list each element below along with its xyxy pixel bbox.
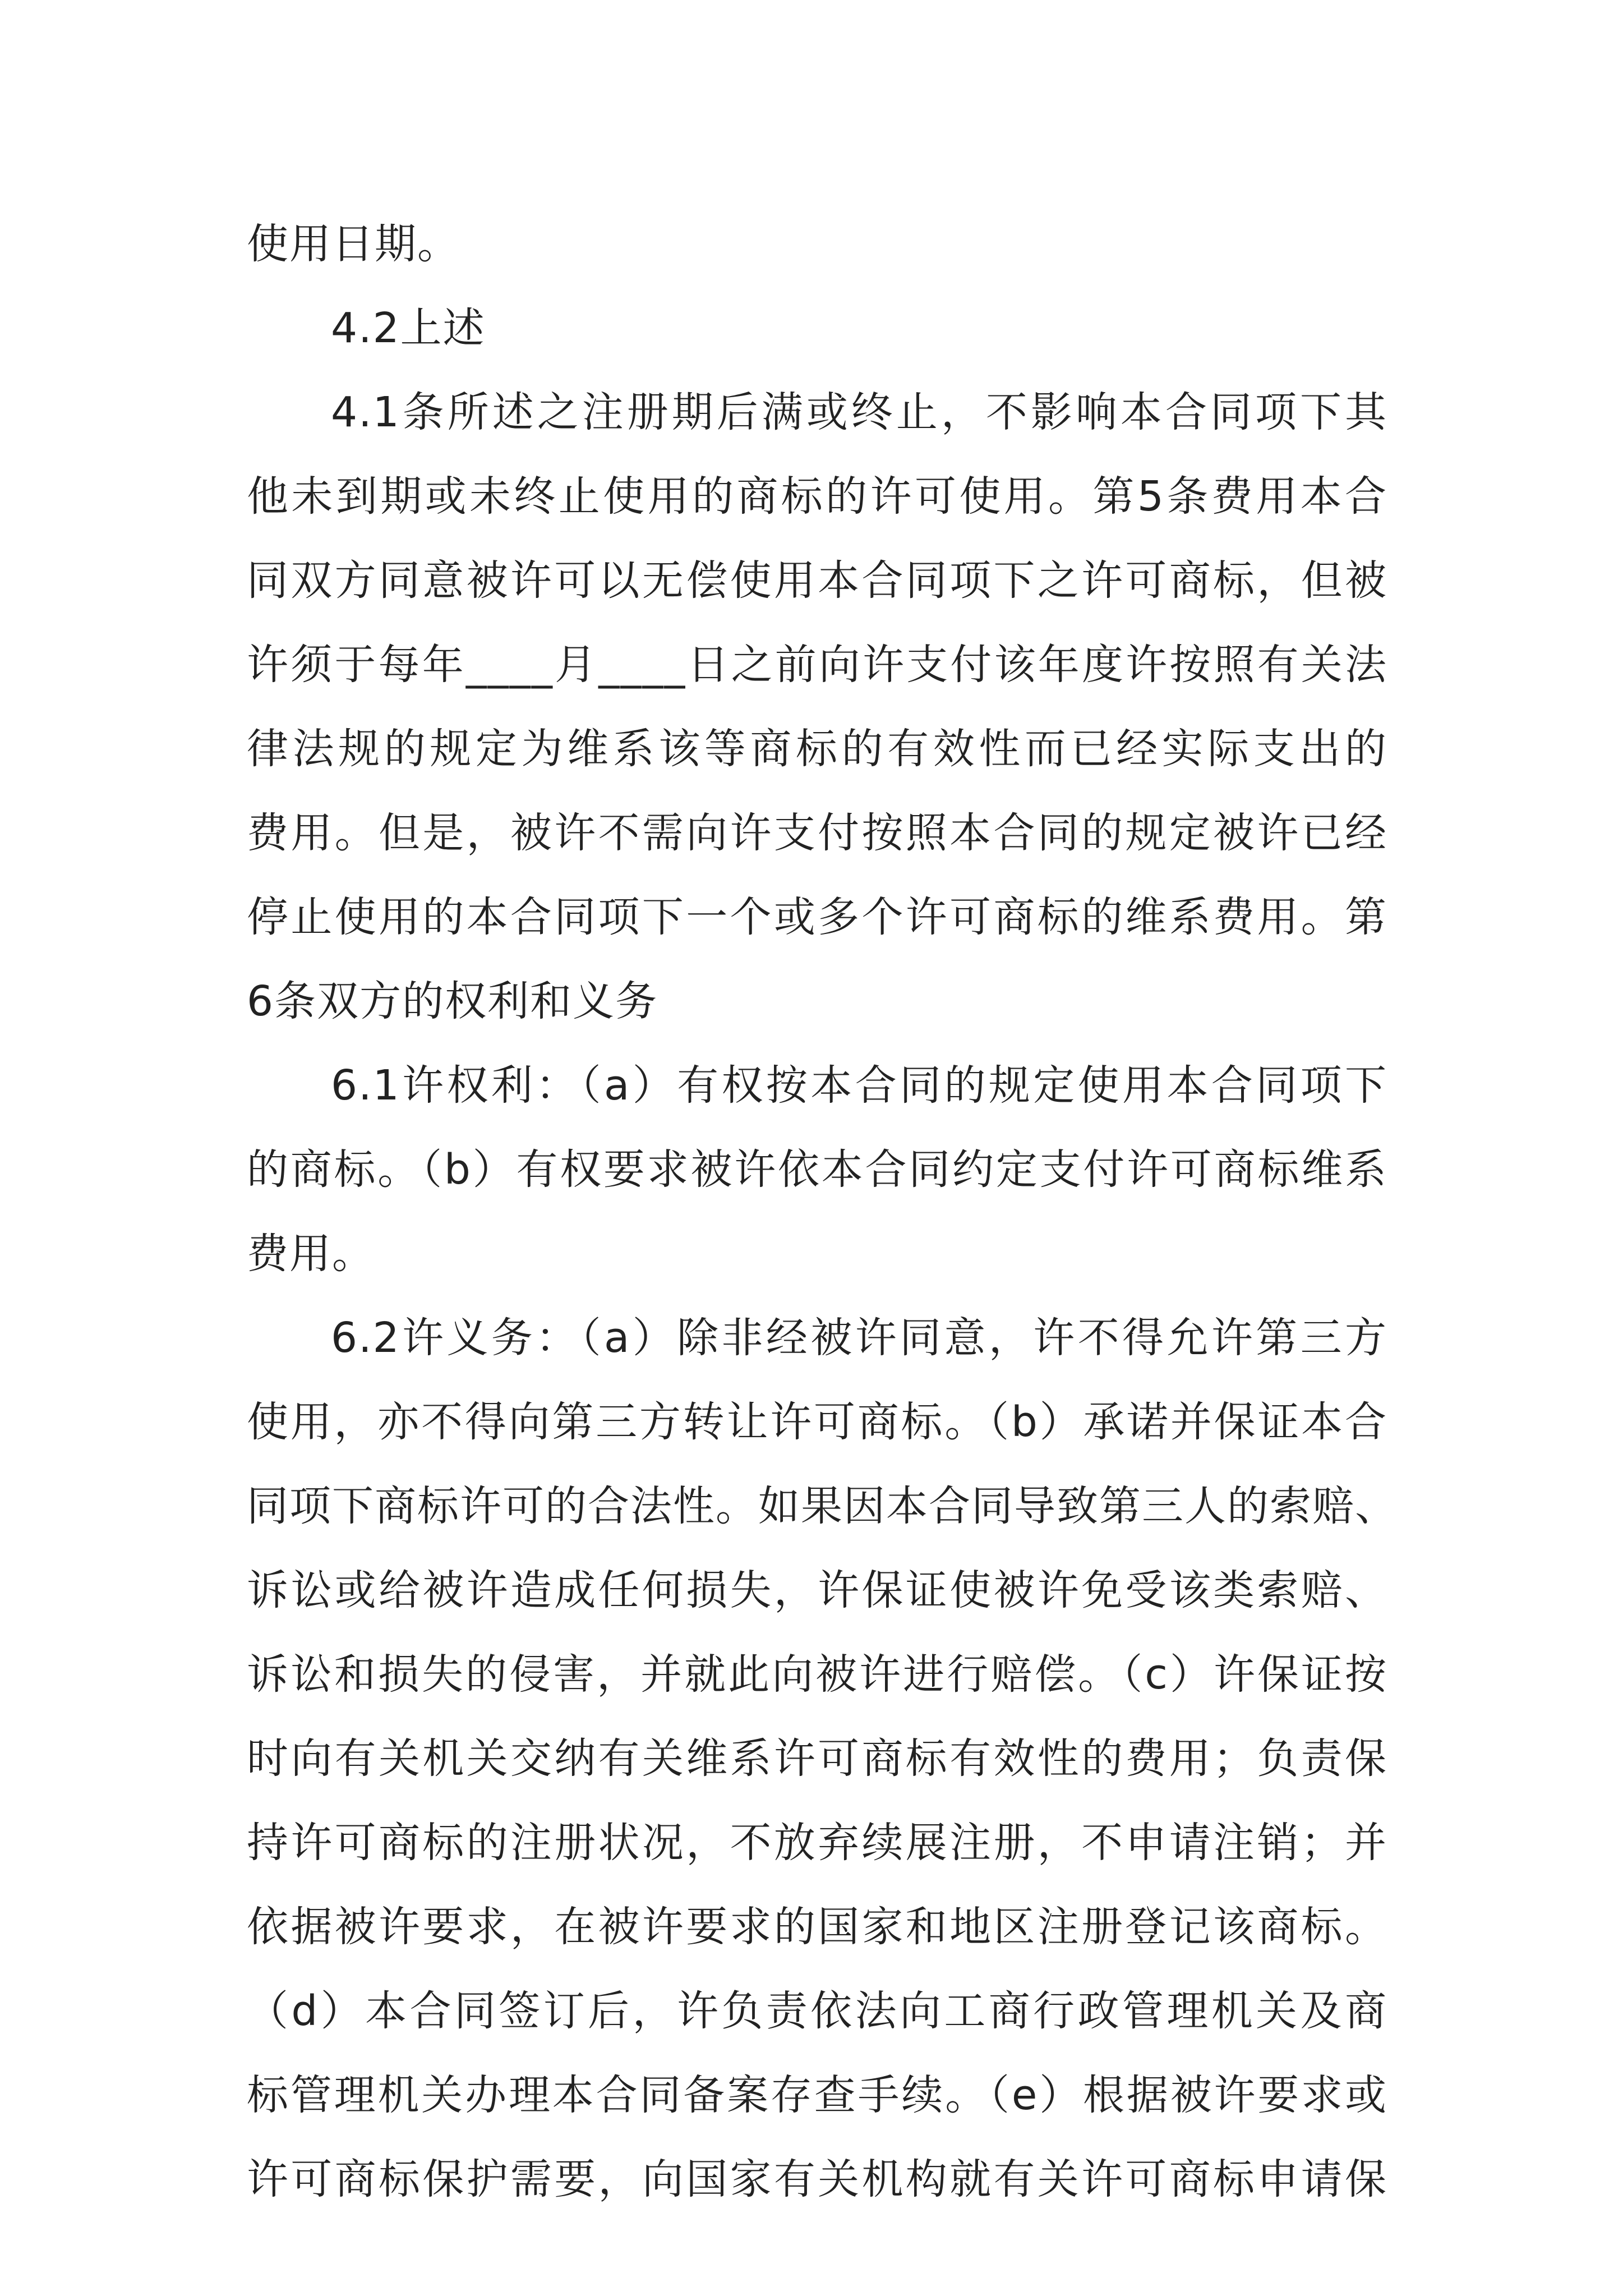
text-line: 停止使用的本合同项下一个或多个许可商标的维系费用。第 (247, 893, 1387, 941)
text-line: 他未到期或未终止使用的商标的许可使用。第5条费用本合 (247, 472, 1387, 521)
text-line: 诉讼和损失的侵害，并就此向被许进行赔偿。（c）许保证按 (247, 1650, 1387, 1699)
document-body (247, 202, 1398, 2221)
text-line: 4.2上述 (331, 304, 486, 352)
text-line: 同双方同意被许可以无偿使用本合同项下之许可商标，但被 (247, 556, 1387, 605)
text-line: 时向有关机关交纳有关维系许可商标有效性的费用；负责保 (247, 1734, 1387, 1783)
text-line: 使用，亦不得向第三方转让许可商标。（b）承诺并保证本合 (247, 1398, 1387, 1446)
text-line: 诉讼或给被许造成任何损失，许保证使被许免受该类索赔、 (247, 1566, 1387, 1614)
text-line: 使用日期。 (247, 220, 460, 268)
text-line: 依据被许要求，在被许要求的国家和地区注册登记该商标。 (247, 1903, 1387, 1951)
text-line: 费用。 (247, 1230, 375, 1278)
text-line: 4.1条所述之注册期后满或终止，不影响本合同项下其 (331, 388, 1387, 436)
text-line: 律法规的规定为维系该等商标的有效性而已经实际支出的 (247, 725, 1387, 773)
text-line: 持许可商标的注册状况，不放弃续展注册，不申请注销；并 (247, 1819, 1387, 1867)
text-line: 6.2许义务：（a）除非经被许同意，许不得允许第三方 (331, 1314, 1387, 1362)
text-line: 同项下商标许可的合法性。如果因本合同导致第三人的索赔、 (247, 1482, 1398, 1530)
text-line: 标管理机关办理本合同备案存查手续。（e）根据被许要求或 (247, 2071, 1387, 2119)
text-line: 的商标。（b）有权要求被许依本合同约定支付许可商标维系 (247, 1145, 1387, 1194)
text-line: （d）本合同签订后，许负责依法向工商行政管理机关及商 (247, 1987, 1387, 2035)
text-line: 6.1许权利：（a）有权按本合同的规定使用本合同项下 (331, 1061, 1387, 1110)
text-line: 许可商标保护需要，向国家有关机构就有关许可商标申请保 (247, 2155, 1387, 2203)
text-line: 许须于每年____月____日之前向许支付该年度许按照有关法 (247, 641, 1387, 689)
text-line: 6条双方的权利和义务 (247, 977, 658, 1025)
text-line: 费用。但是，被许不需向许支付按照本合同的规定被许已经 (247, 809, 1387, 857)
